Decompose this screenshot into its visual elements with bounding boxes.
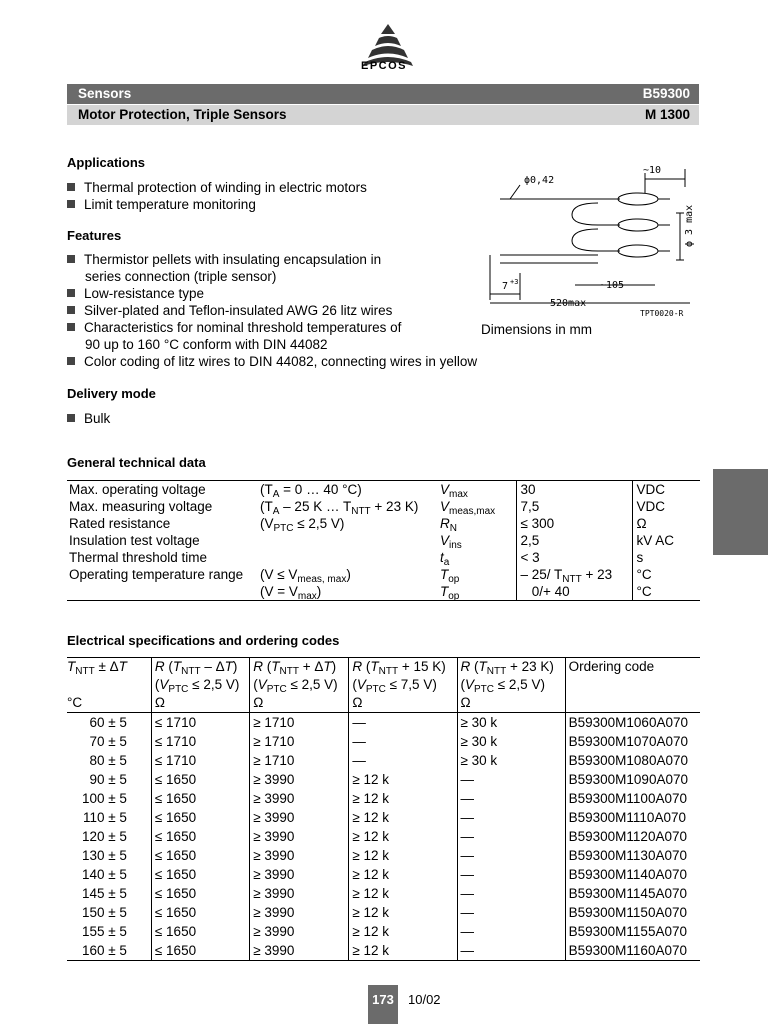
- column-header: [67, 676, 151, 694]
- ordering-code-cell: B59300M1080A070: [565, 751, 700, 770]
- table-cell: —: [457, 941, 565, 961]
- product-title: Motor Protection, Triple Sensors: [78, 107, 287, 122]
- table-row: [67, 884, 700, 903]
- table-cell: ≥ 3990: [250, 789, 349, 808]
- brand-name: EPCOS: [360, 60, 407, 72]
- ordering-code-cell: B59300M1150A070: [565, 903, 700, 922]
- table-cell: ≥ 30 k: [457, 751, 565, 770]
- table-row: [67, 827, 700, 846]
- value-cell: ≤ 300: [516, 515, 632, 532]
- table-cell: 100 ± 5: [81, 791, 127, 806]
- table-row: [67, 846, 700, 865]
- features-list: [67, 251, 477, 370]
- table-cell: ≥ 1710: [250, 713, 349, 733]
- table-cell: —: [457, 789, 565, 808]
- features-heading: Features: [67, 228, 122, 243]
- table-cell: ≤ 1650: [151, 770, 249, 789]
- pellet-length-label: ~10: [643, 165, 662, 176]
- column-header: ($V_{PTC} \le 2,5$ V): [457, 676, 565, 694]
- table-row: [67, 808, 700, 827]
- table-cell: ≥ 12 k: [349, 941, 457, 961]
- table-cell: ≥ 12 k: [349, 922, 457, 941]
- table-cell: ≤ 1650: [151, 903, 249, 922]
- symbol-cell: $R_N$: [440, 516, 457, 534]
- figure-caption: Dimensions in mm: [481, 322, 593, 337]
- table-cell: 60 ± 5: [89, 715, 127, 730]
- table-cell: 120 ± 5: [81, 829, 127, 844]
- table-cell: ≥ 30 k: [457, 732, 565, 751]
- list-item: Characteristics for nominal threshold temperatures of: [67, 319, 477, 336]
- value-cell: 7,5: [516, 498, 632, 515]
- unit-cell: Ω: [632, 515, 700, 532]
- table-cell: —: [457, 808, 565, 827]
- list-item: Thermistor pellets with insulating encapsulation in: [67, 251, 477, 268]
- param-cell: Operating temperature range: [69, 567, 244, 582]
- ordering-code-cell: B59300M1130A070: [565, 846, 700, 865]
- unit-cell: s: [632, 549, 700, 566]
- table-cell: 145 ± 5: [81, 886, 127, 901]
- table-cell: —: [457, 846, 565, 865]
- condition-cell: [258, 532, 438, 549]
- table-row: [67, 770, 700, 789]
- value-cell: 0/+ 40: [516, 583, 632, 601]
- table-cell: 155 ± 5: [81, 924, 127, 939]
- symbol-cell: $V_{meas,max}$: [440, 499, 496, 517]
- page-number: 173: [368, 985, 398, 1024]
- column-header: [565, 694, 700, 713]
- table-row: [67, 789, 700, 808]
- column-header: ($V_{PTC} \le 2,5$ V): [250, 676, 349, 694]
- column-header: Ω: [250, 694, 349, 713]
- column-header: Ω: [457, 694, 565, 713]
- table-row: [67, 583, 700, 601]
- spacing-label: ~105: [600, 280, 625, 291]
- table-cell: ≤ 1650: [151, 865, 249, 884]
- table-cell: ≥ 3990: [250, 884, 349, 903]
- column-header: Ordering code: [565, 658, 700, 677]
- list-item: Bulk: [67, 410, 110, 427]
- delivery-heading: Delivery mode: [67, 386, 156, 401]
- table-cell: —: [457, 922, 565, 941]
- column-header: ($V_{PTC} \le 7,5$ V): [349, 676, 457, 694]
- symbol-cell: $V_{ins}$: [440, 533, 462, 551]
- condition-cell: $(V = V_{max})$: [258, 583, 438, 601]
- table-header-row: [67, 676, 700, 694]
- table-row: [67, 732, 700, 751]
- list-item: Thermal protection of winding in electric motors: [67, 179, 367, 196]
- list-item: Limit temperature monitoring: [67, 196, 367, 213]
- symbol-cell: $t_a$: [440, 550, 450, 568]
- table-row: [67, 941, 700, 961]
- table-row: [67, 865, 700, 884]
- column-header: Ω: [349, 694, 457, 713]
- unit-cell: kV AC: [632, 532, 700, 549]
- param-cell: [67, 583, 258, 601]
- table-cell: 110 ± 5: [82, 810, 127, 825]
- table-cell: —: [349, 751, 457, 770]
- table-cell: ≥ 12 k: [349, 808, 457, 827]
- category-bar: [67, 84, 699, 104]
- general-data-table: [67, 480, 700, 601]
- table-cell: ≥ 3990: [250, 770, 349, 789]
- electrical-specs-heading: Electrical specifications and ordering codes: [67, 633, 340, 648]
- column-header: $T_{NTT} \pm \Delta T$: [67, 658, 151, 677]
- table-row: [67, 566, 700, 583]
- figure-code: TPT0020-R: [640, 309, 684, 318]
- lead-end-tolerance-label: +3: [510, 278, 519, 286]
- ordering-code-cell: B59300M1145A070: [565, 884, 700, 903]
- table-cell: ≥ 12 k: [349, 884, 457, 903]
- table-header-row: [67, 694, 700, 713]
- table-cell: ≥ 12 k: [349, 903, 457, 922]
- product-bar: [67, 105, 699, 125]
- table-cell: ≥ 3990: [250, 808, 349, 827]
- table-cell: 130 ± 5: [81, 848, 127, 863]
- symbol-cell: $T_{op}$: [438, 583, 516, 601]
- total-length-label: 520max: [550, 298, 587, 309]
- category-label: Sensors: [78, 86, 132, 101]
- table-cell: ≤ 1650: [151, 922, 249, 941]
- table-cell: ≤ 1650: [151, 789, 249, 808]
- list-item: Silver-plated and Teflon-insulated AWG 26 litz wires: [67, 302, 477, 319]
- table-cell: —: [349, 732, 457, 751]
- table-cell: ≥ 30 k: [457, 713, 565, 733]
- column-header: R $(T_{NTT} + \Delta T)$: [250, 658, 349, 677]
- electrical-specs-table: [67, 657, 700, 961]
- table-cell: ≤ 1650: [151, 808, 249, 827]
- symbol-cell: $V_{max}$: [438, 481, 516, 499]
- general-data-heading: General technical data: [67, 455, 206, 470]
- part-number: B59300: [642, 86, 690, 101]
- table-cell: ≤ 1650: [151, 827, 249, 846]
- column-header: R ($T_{NTT} + 15$ K): [349, 658, 457, 677]
- table-cell: ≤ 1650: [151, 846, 249, 865]
- table-cell: 90 ± 5: [89, 772, 127, 787]
- param-cell: Rated resistance: [69, 516, 171, 531]
- ordering-code-cell: B59300M1110A070: [565, 808, 700, 827]
- lead-end-label: 7: [502, 281, 509, 292]
- table-cell: 70 ± 5: [89, 734, 127, 749]
- table-cell: —: [349, 713, 457, 733]
- table-cell: —: [457, 827, 565, 846]
- table-cell: ≥ 12 k: [349, 846, 457, 865]
- list-item-continuation: 90 up to 160 °C conform with DIN 44082: [85, 337, 328, 352]
- table-cell: ≥ 3990: [250, 922, 349, 941]
- ordering-code-cell: B59300M1070A070: [565, 732, 700, 751]
- column-header: [565, 676, 700, 694]
- table-cell: —: [457, 903, 565, 922]
- value-cell: < 3: [516, 549, 632, 566]
- param-cell: Insulation test voltage: [69, 533, 200, 548]
- unit-cell: VDC: [632, 481, 700, 499]
- ordering-code-cell: B59300M1090A070: [565, 770, 700, 789]
- unit-cell: VDC: [632, 498, 700, 515]
- symbol-cell: $T_{op}$: [440, 567, 460, 585]
- table-cell: ≤ 1710: [151, 751, 249, 770]
- table-cell: 140 ± 5: [81, 867, 127, 882]
- column-header: R ($T_{NTT} + 23$ K): [457, 658, 565, 677]
- table-cell: ≥ 12 k: [349, 789, 457, 808]
- unit-cell: °C: [632, 566, 700, 583]
- side-tab: [713, 469, 768, 555]
- column-header: ($V_{PTC} \le 2,5$ V): [151, 676, 249, 694]
- table-cell: 80 ± 5: [89, 753, 127, 768]
- condition-cell: [258, 549, 438, 566]
- table-cell: ≥ 3990: [250, 846, 349, 865]
- table-row: [67, 922, 700, 941]
- page-date: 10/02: [408, 992, 441, 1007]
- dimension-drawing: [480, 155, 705, 310]
- table-cell: 160 ± 5: [67, 941, 151, 961]
- param-cell: Max. operating voltage: [67, 481, 258, 499]
- table-cell: —: [457, 865, 565, 884]
- table-row: [67, 498, 700, 515]
- delivery-list: [67, 410, 110, 427]
- column-header: R $(T_{NTT} - \Delta T)$: [151, 658, 249, 677]
- list-item-continuation: series connection (triple sensor): [85, 269, 277, 284]
- table-cell: ≥ 1710: [250, 751, 349, 770]
- table-cell: ≤ 1710: [151, 713, 249, 733]
- table-cell: ≥ 3990: [250, 903, 349, 922]
- list-item: Low-resistance type: [67, 285, 477, 302]
- list-item: Color coding of litz wires to DIN 44082, connecting wires in yellow: [67, 353, 477, 370]
- table-row: [67, 515, 700, 532]
- value-cell: – 25/ $T_{NTT} + 23$: [516, 566, 632, 583]
- ordering-code-cell: B59300M1140A070: [565, 865, 700, 884]
- model-code: M 1300: [644, 107, 690, 122]
- ordering-code-cell: B59300M1060A070: [565, 713, 700, 733]
- table-row: [67, 903, 700, 922]
- param-cell: Max. measuring voltage: [69, 499, 213, 514]
- column-header: °C: [67, 694, 151, 713]
- table-cell: ≤ 1650: [151, 884, 249, 903]
- condition-cell: ($V_{PTC} \le 2,5$ V): [260, 516, 345, 534]
- table-row: [67, 481, 700, 499]
- table-row: [67, 532, 700, 549]
- column-header: Ω: [151, 694, 249, 713]
- table-cell: ≥ 12 k: [349, 865, 457, 884]
- table-cell: 150 ± 5: [81, 905, 127, 920]
- ordering-code-cell: B59300M1120A070: [565, 827, 700, 846]
- table-header-row: [67, 658, 700, 677]
- table-cell: ≤ 1710: [151, 732, 249, 751]
- table-cell: ≤ 1650: [151, 941, 249, 961]
- applications-heading: Applications: [67, 155, 146, 170]
- value-cell: 30: [516, 481, 632, 499]
- table-cell: ≥ 12 k: [349, 827, 457, 846]
- condition-cell: ($T_A = 0$ … 40 °C): [258, 481, 438, 499]
- unit-cell: °C: [632, 583, 700, 601]
- table-cell: ≥ 3990: [250, 941, 349, 961]
- table-cell: ≥ 1710: [250, 732, 349, 751]
- pellet-diameter-label: ϕ 3 max: [684, 204, 695, 247]
- table-cell: —: [457, 770, 565, 789]
- condition-cell: $(V \le V_{meas, max})$: [260, 567, 351, 585]
- value-cell: 2,5: [516, 532, 632, 549]
- table-cell: —: [457, 884, 565, 903]
- table-row: [67, 713, 700, 733]
- applications-list: [67, 179, 367, 213]
- ordering-code-cell: B59300M1155A070: [565, 922, 700, 941]
- table-cell: ≥ 3990: [250, 827, 349, 846]
- param-cell: Thermal threshold time: [69, 550, 208, 565]
- condition-cell: ($T_A - 25$ K … $T_{NTT} + 23$ K): [260, 499, 419, 517]
- wire-diameter-label: ϕ0,42: [524, 175, 555, 186]
- table-row: [67, 549, 700, 566]
- ordering-code-cell: B59300M1100A070: [565, 789, 700, 808]
- table-cell: ≥ 3990: [250, 865, 349, 884]
- ordering-code-cell: B59300M1160A070: [565, 941, 700, 961]
- table-cell: ≥ 12 k: [349, 770, 457, 789]
- table-row: [67, 751, 700, 770]
